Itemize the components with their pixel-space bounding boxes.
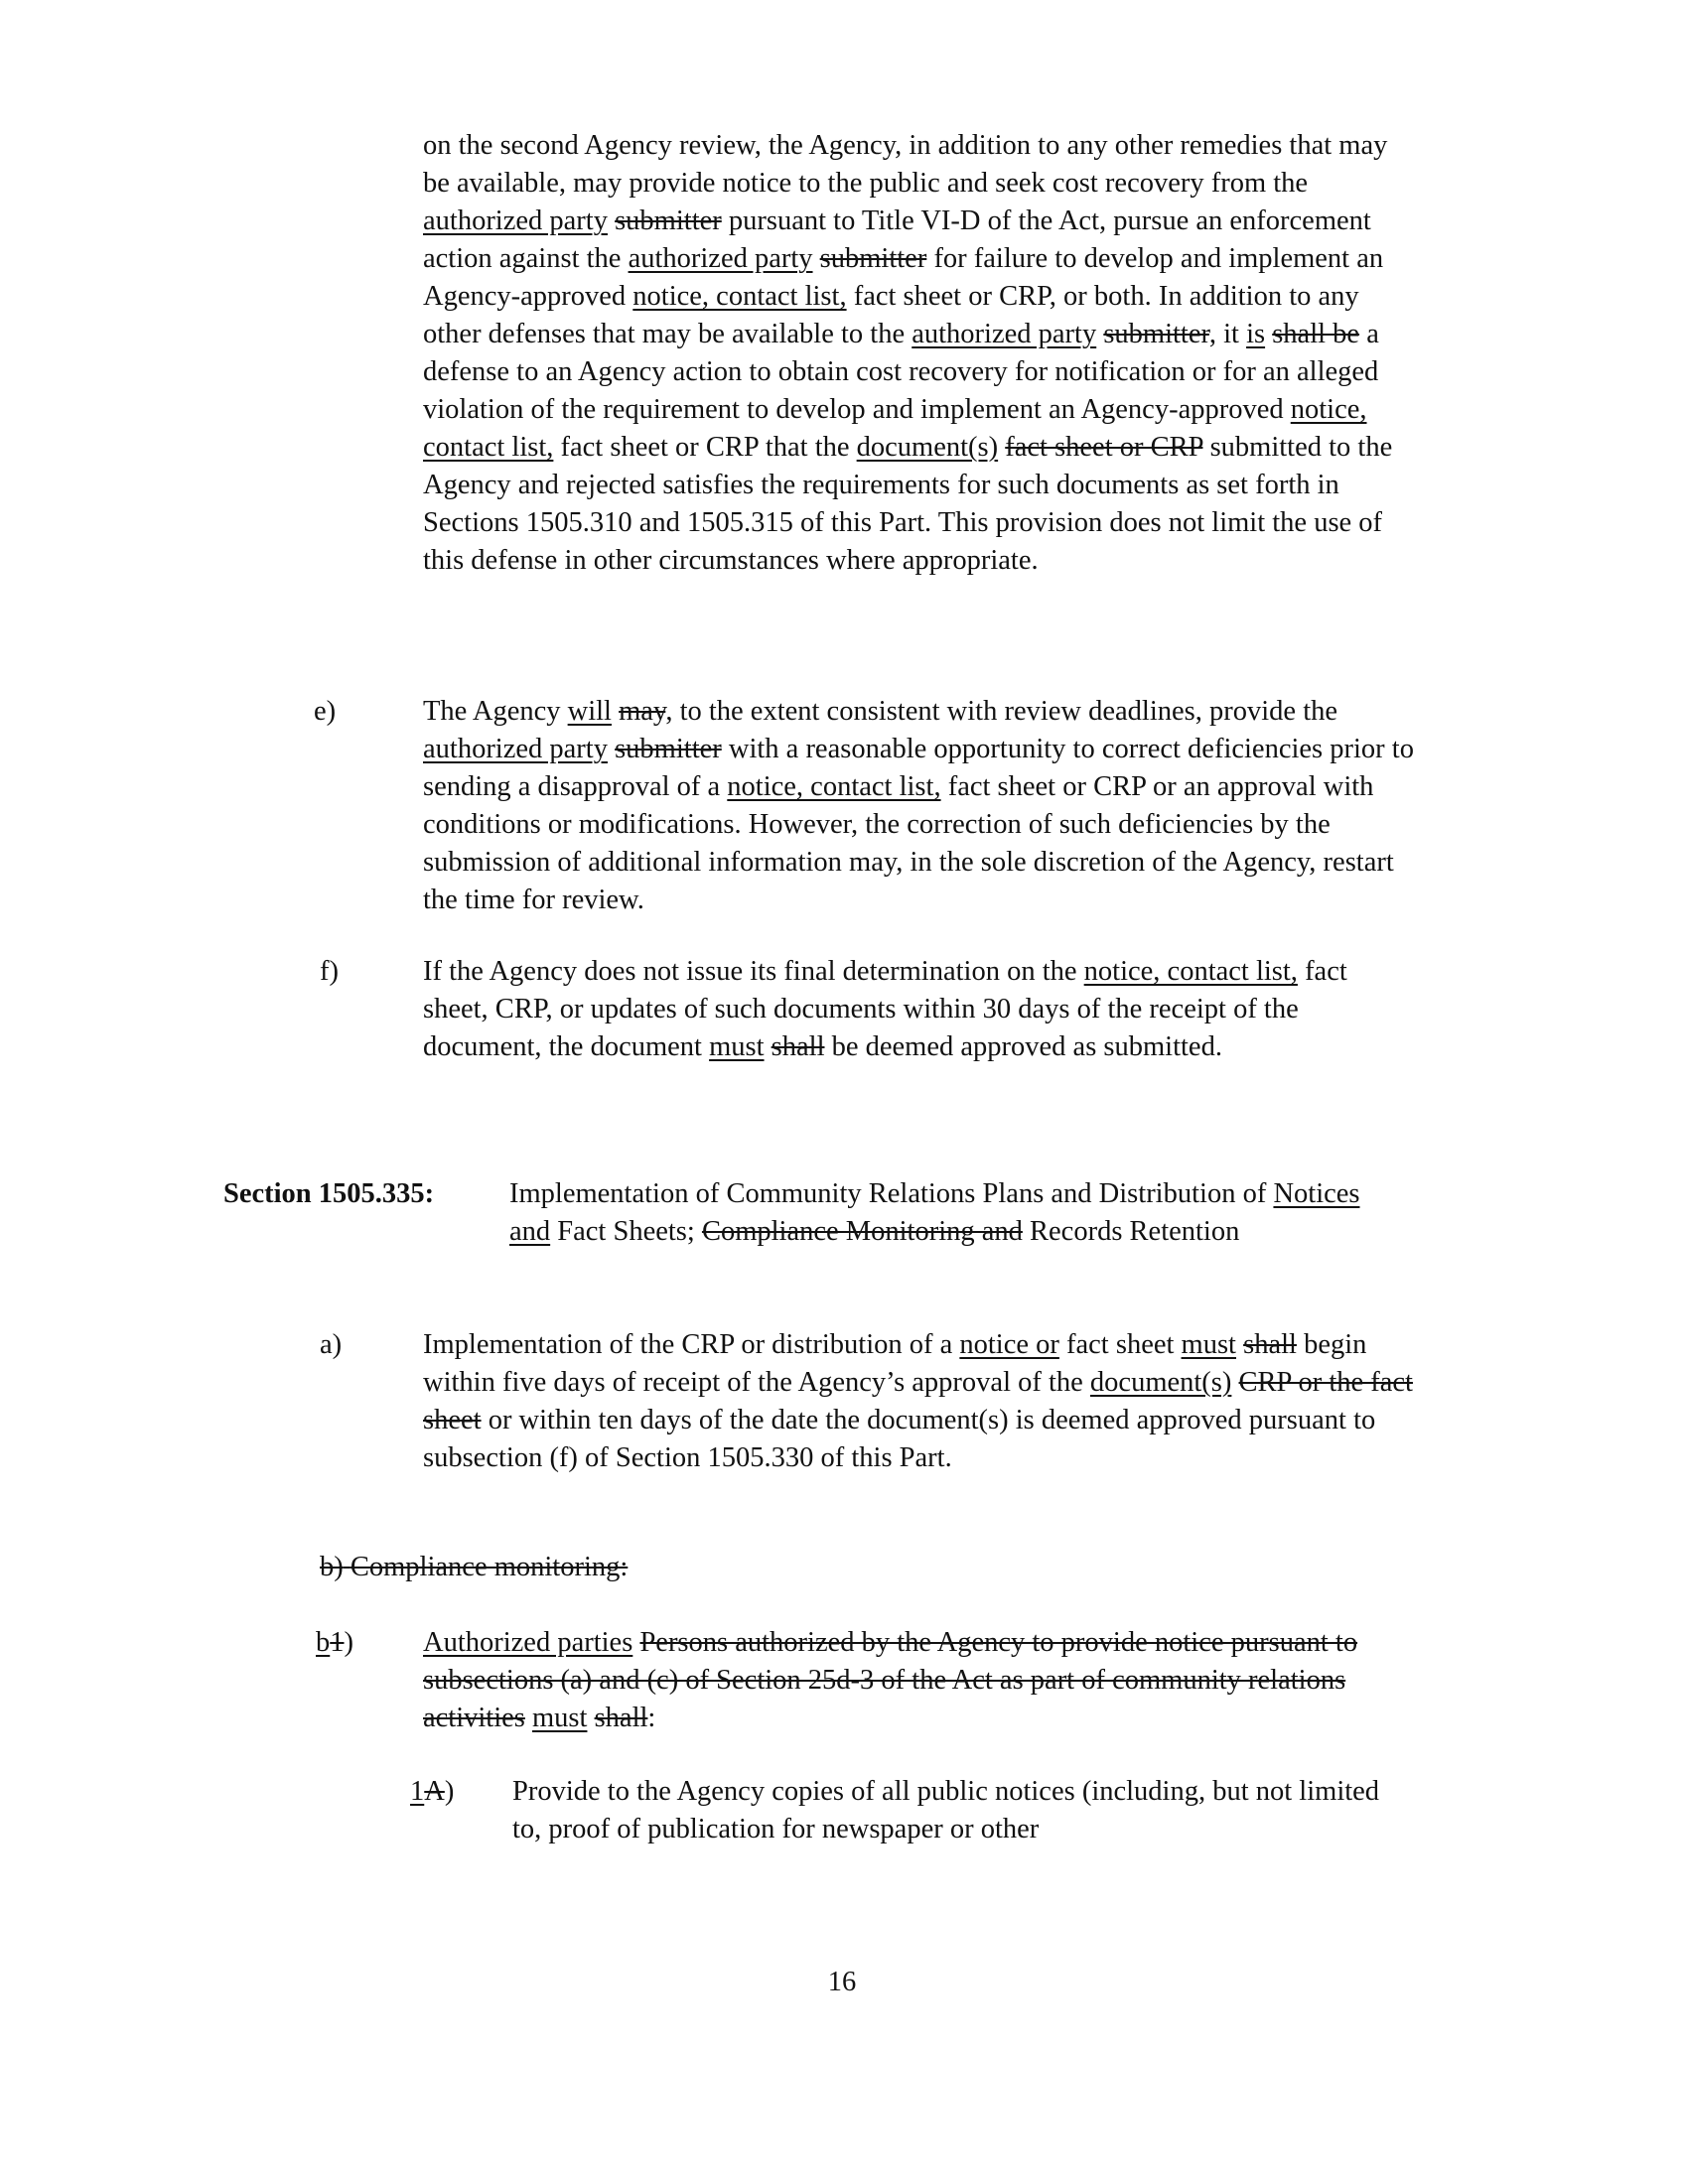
text-run: , to the extent consistent with review deadlines, provide the <box>665 696 1338 727</box>
item-1A-label <box>410 1773 454 1811</box>
text-run <box>525 1703 532 1733</box>
deleted-text: shall be <box>1272 319 1360 349</box>
text-run <box>813 243 820 274</box>
deleted-text: CRP or the fact sheet <box>423 1367 1413 1435</box>
inserted-text: is <box>1246 319 1266 349</box>
item-b-deleted-gap <box>344 1552 351 1582</box>
deleted-text: submitter <box>615 205 722 236</box>
section-label: Section 1505.335: <box>223 1178 435 1209</box>
deleted-text: Persons authorized by the Agency to provide notice pursuant to subsections (a) and (c) of Section 25d-3 of the Act as part of community relations activities <box>423 1627 1358 1733</box>
text-run: fact sheet, CRP, or updates of such documents within 30 days of the receipt of the document, the document <box>423 956 1347 1062</box>
text-run: a defense to an Agency action to obtain cost recovery for notification or for an alleged violation of the requirement to develop and implement an Agency-approved <box>423 319 1379 425</box>
text-run: , it <box>1208 319 1247 349</box>
text-run <box>587 1703 594 1733</box>
item-b-deleted-label: b) <box>320 1552 344 1582</box>
page-number: 16 <box>827 1967 857 1997</box>
item-b1-label-paren: ) <box>344 1627 353 1658</box>
text-run <box>765 1031 772 1062</box>
text-run: Fact Sheets; <box>550 1216 702 1247</box>
inserted-text: notice or <box>959 1329 1059 1360</box>
inserted-text: must <box>709 1031 765 1062</box>
text-run: on the second Agency review, the Agency, in addition to any other remedies that may be available, may provide notice to the public and seek cost recovery from the <box>423 130 1388 199</box>
inserted-text: authorized party <box>423 734 608 764</box>
deleted-text: fact sheet or CRP <box>1005 432 1203 463</box>
inserted-text: notice, contact list, <box>632 281 847 312</box>
deleted-text: may <box>619 696 666 727</box>
text-run: begin within five days of receipt of the Agency’s approval of the <box>423 1329 1367 1398</box>
deleted-text: shall <box>1243 1329 1297 1360</box>
section-title <box>509 1175 1403 1251</box>
item-a-text <box>423 1326 1416 1477</box>
item-b-deleted <box>320 1549 628 1586</box>
item-a-label: a) <box>320 1329 343 1360</box>
text-run: with a reasonable opportunity to correct deficiencies prior to sending a disapproval of a <box>423 734 1414 802</box>
item-f-text <box>423 953 1416 1066</box>
deleted-text: Compliance Monitoring and <box>701 1216 1023 1247</box>
item-1A-text <box>512 1773 1386 1848</box>
text-run: for failure to develop and implement an Agency-approved <box>423 243 1384 312</box>
inserted-text: must <box>532 1703 588 1733</box>
item-b-deleted-text: Compliance monitoring: <box>350 1552 629 1582</box>
text-run: fact sheet <box>1058 1329 1182 1360</box>
text-run: pursuant to Title VI-D of the Act, pursue an enforcement action against the <box>423 205 1371 274</box>
inserted-text: authorized party <box>628 243 813 274</box>
deleted-text: shall <box>594 1703 648 1733</box>
inserted-text: document(s) <box>1089 1367 1232 1398</box>
item-b1-label <box>316 1624 353 1662</box>
text-run: fact sheet or CRP or an approval with conditions or modifications. However, the correction of such deficiencies by the submission of additional information may, in the sole discretion of the Agency, restart the time for review. <box>423 771 1394 915</box>
text-run: or within ten days of the date the document(s) is deemed approved pursuant to subsection (f) of Section 1505.330 of this Part. <box>423 1405 1376 1473</box>
deleted-text: submitter <box>615 734 722 764</box>
inserted-text: notice, contact list, <box>727 771 941 802</box>
inserted-text: authorized party <box>423 205 608 236</box>
text-run: submitted to the Agency and rejected satisfies the requirements for such documents as set forth in Sections 1505.310 and 1505.315 of this Part. This provision does not limit the use of this defense in other circumstances where appropriate. <box>423 432 1393 576</box>
inserted-text: notice, contact list, <box>1083 956 1298 987</box>
continued-paragraph <box>423 127 1416 580</box>
inserted-text: document(s) <box>856 432 999 463</box>
text-run: fact sheet or CRP that the <box>553 432 857 463</box>
item-b1-label-inserted: b <box>316 1627 331 1658</box>
item-f-label: f) <box>320 956 339 987</box>
text-run: Records Retention <box>1022 1216 1240 1247</box>
item-1A-label-inserted: 1 <box>410 1776 425 1807</box>
inserted-text: Authorized parties <box>423 1627 633 1658</box>
inserted-text: authorized party <box>912 319 1097 349</box>
text-run: If the Agency does not issue its final determination on the <box>423 956 1084 987</box>
item-e-text <box>423 693 1416 919</box>
text-run: Implementation of the CRP or distribution of a <box>423 1329 960 1360</box>
item-b1-text <box>423 1624 1416 1737</box>
deleted-text: submitter <box>1103 319 1209 349</box>
item-b1-label-deleted: 1 <box>330 1627 345 1658</box>
inserted-text: must <box>1181 1329 1236 1360</box>
inserted-text: Notices and <box>509 1178 1360 1247</box>
text-run: be deemed approved as submitted. <box>824 1031 1222 1062</box>
text-run: fact sheet or CRP, or both. In addition to any other defenses that may be available to the <box>423 281 1359 349</box>
text-run: Provide to the Agency copies of all public notices (including, but not limited to, proof of publication for newspaper or other <box>512 1776 1380 1844</box>
inserted-text: will <box>567 696 612 727</box>
inserted-text: notice, contact list, <box>423 394 1367 463</box>
text-run: The Agency <box>423 696 568 727</box>
text-run: : <box>647 1703 656 1733</box>
text-run <box>1231 1367 1238 1398</box>
item-1A-label-deleted: A <box>424 1776 445 1807</box>
deleted-text: shall <box>771 1031 825 1062</box>
item-1A-label-paren: ) <box>444 1776 455 1807</box>
deleted-text: submitter <box>819 243 927 274</box>
item-e-label: e) <box>314 696 337 727</box>
text-run: Implementation of Community Relations Plans and Distribution of <box>509 1178 1274 1209</box>
